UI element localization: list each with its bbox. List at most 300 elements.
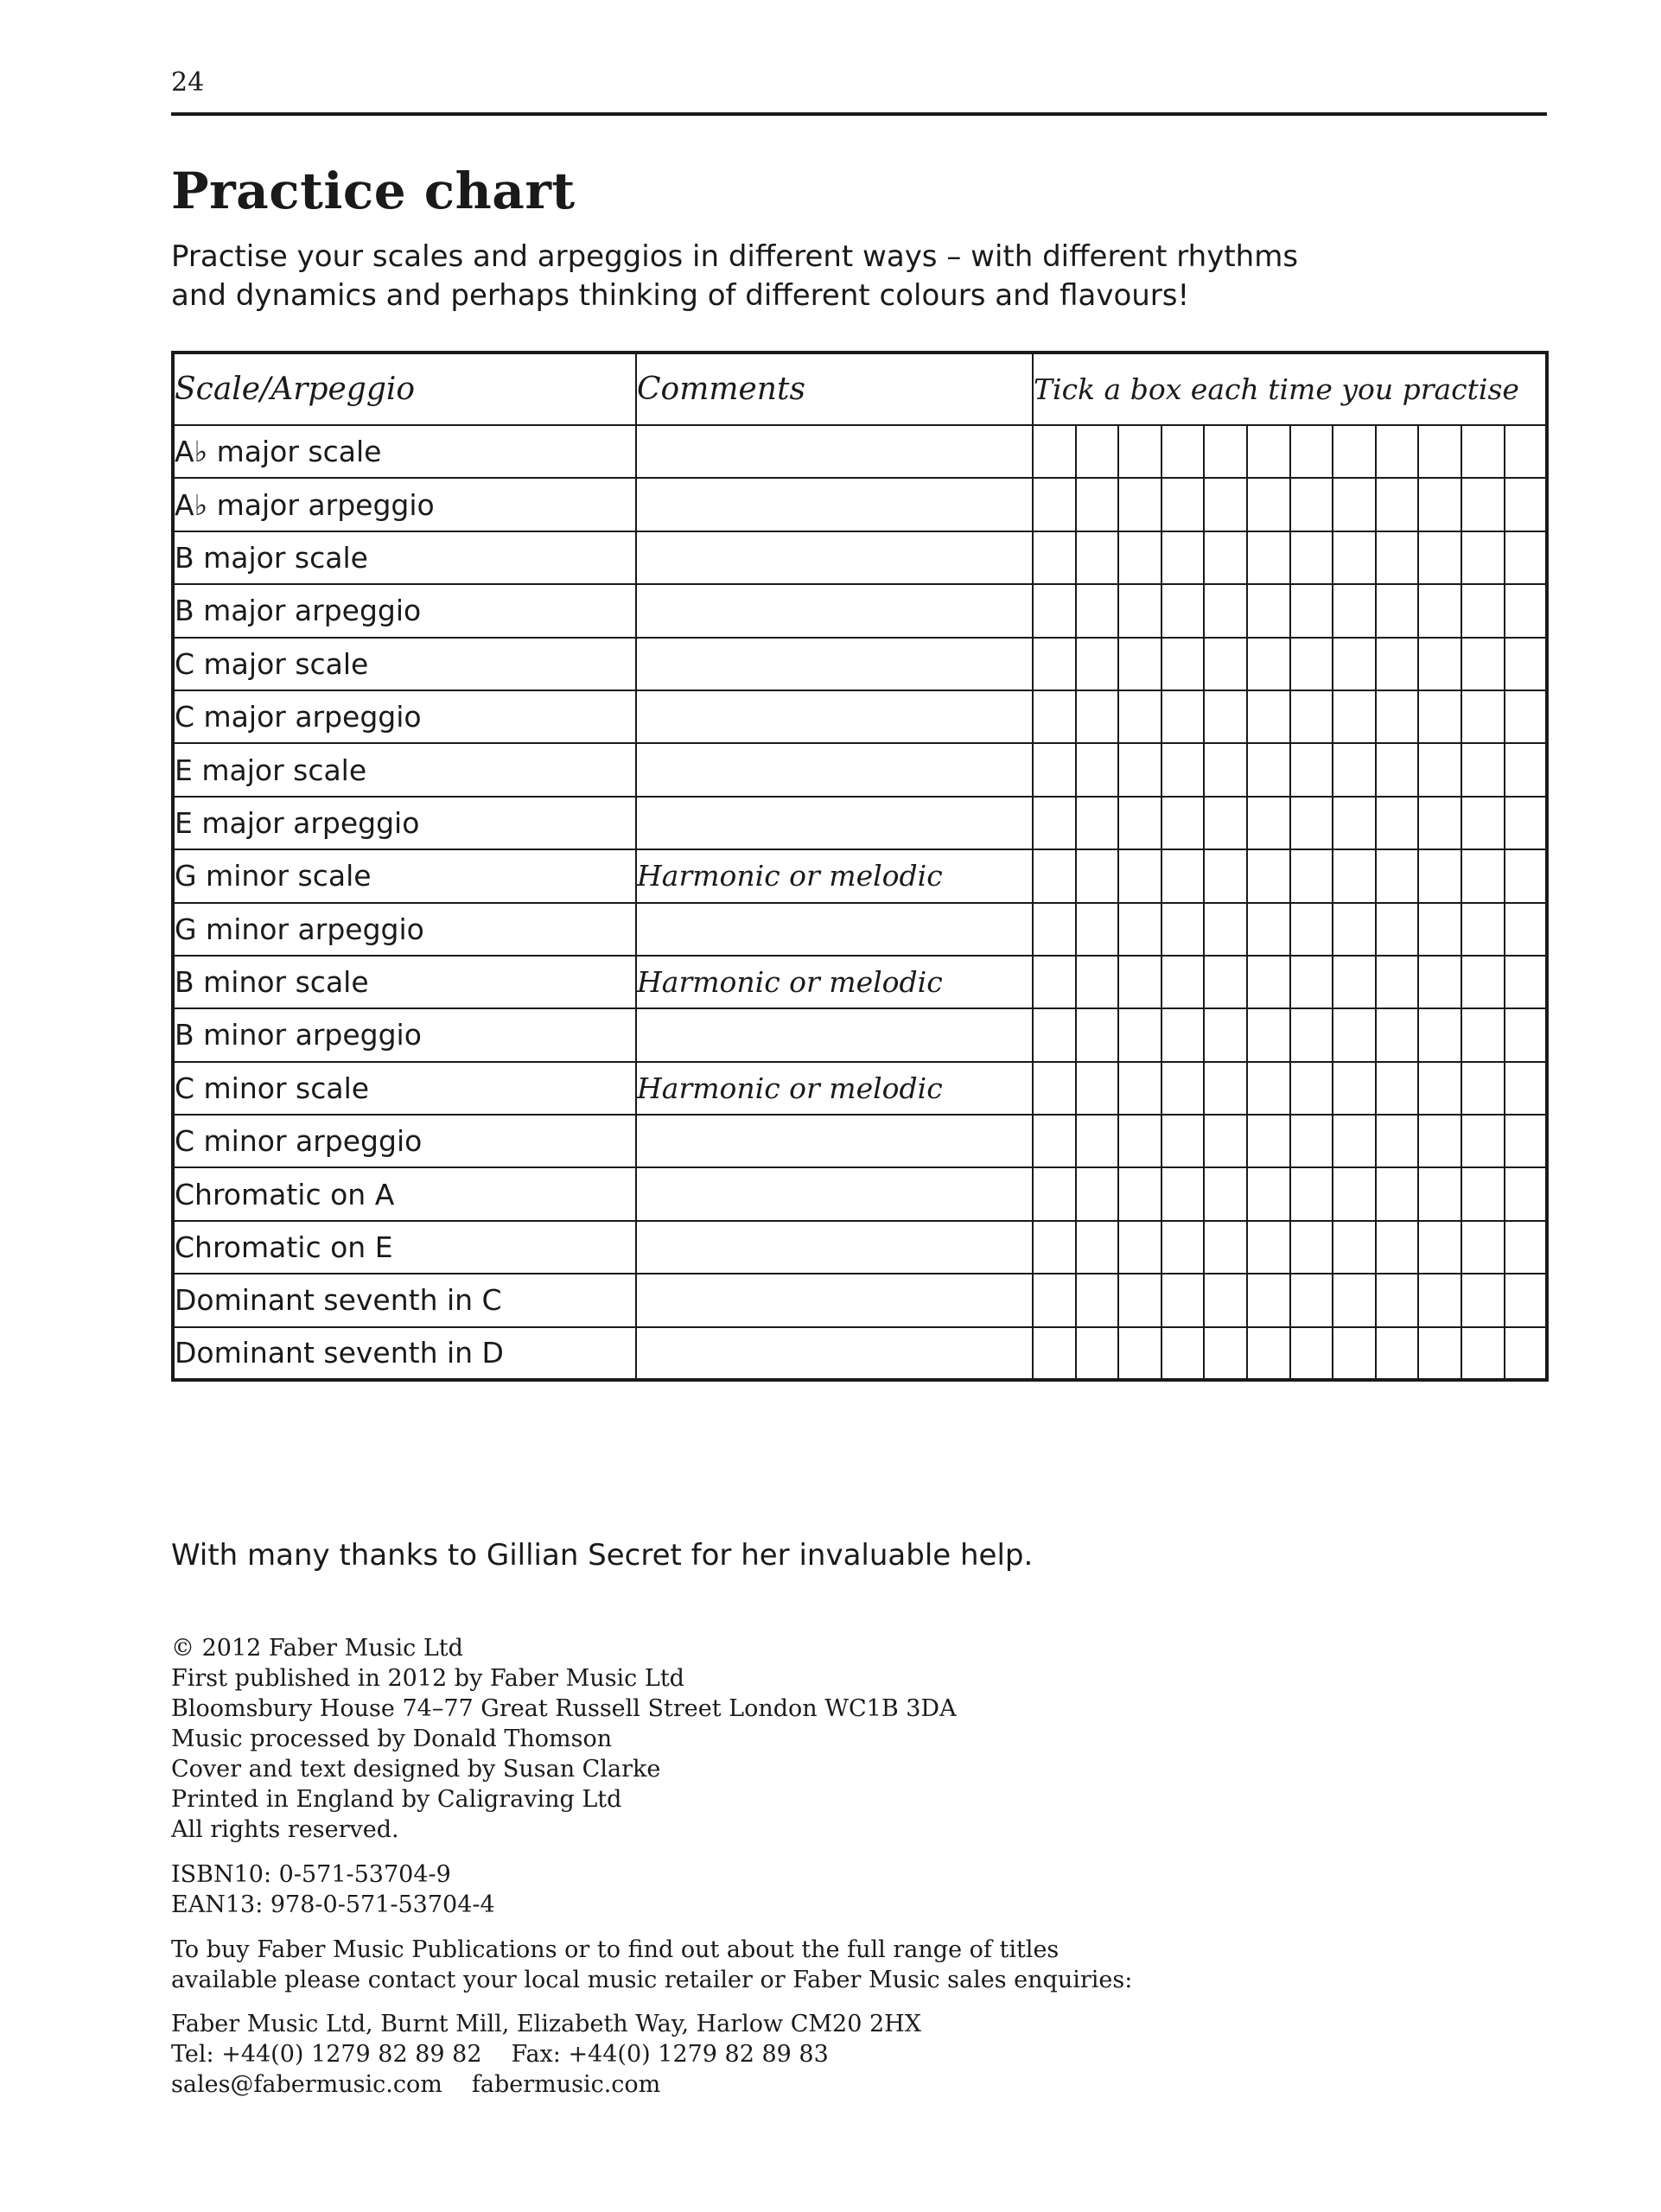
scale-name-cell: E major scale [173, 743, 636, 796]
tick-box[interactable] [1461, 690, 1505, 743]
tick-box[interactable] [1376, 743, 1419, 796]
table-row [173, 1062, 1547, 1115]
tick-box[interactable] [1505, 849, 1548, 902]
tick-box[interactable] [1290, 1062, 1333, 1115]
tick-box[interactable] [1161, 425, 1205, 478]
tick-box[interactable] [1161, 638, 1205, 690]
tick-box[interactable] [1118, 1221, 1161, 1274]
acknowledgement: With many thanks to Gillian Secret for her invaluable help. [171, 1538, 1034, 1573]
tick-box[interactable] [1418, 903, 1461, 956]
scale-name-cell: Chromatic on E [173, 1221, 636, 1274]
tick-box[interactable] [1118, 531, 1161, 584]
tick-box[interactable] [1033, 1327, 1076, 1380]
scale-name-cell: A♭ major scale [173, 425, 636, 478]
practice-chart-body [173, 425, 1547, 1380]
scale-name-cell: E major arpeggio [173, 797, 636, 849]
tick-box[interactable] [1505, 903, 1548, 956]
tick-box[interactable] [1418, 531, 1461, 584]
tick-box[interactable] [1290, 797, 1333, 849]
tick-box[interactable] [1505, 956, 1548, 1008]
tick-box[interactable] [1418, 1167, 1461, 1220]
tick-box[interactable] [1461, 584, 1505, 637]
tick-box[interactable] [1033, 797, 1076, 849]
tick-box[interactable] [1118, 797, 1161, 849]
tick-box[interactable] [1505, 797, 1548, 849]
comment-cell[interactable] [636, 531, 1033, 584]
tick-box[interactable] [1247, 956, 1290, 1008]
scale-name-cell: C minor arpeggio [173, 1115, 636, 1167]
tick-box[interactable] [1076, 1167, 1119, 1220]
tick-box[interactable] [1461, 478, 1505, 531]
tick-box[interactable] [1290, 584, 1333, 637]
tick-box[interactable] [1376, 1327, 1419, 1380]
tick-box[interactable] [1118, 1274, 1161, 1326]
tick-box[interactable] [1461, 425, 1505, 478]
tick-box[interactable] [1161, 743, 1205, 796]
column-header-tick: Tick a box each time you practise [1033, 353, 1547, 425]
tick-box[interactable] [1461, 1327, 1505, 1380]
tick-box[interactable] [1118, 1062, 1161, 1115]
scale-name-cell: Chromatic on A [173, 1167, 636, 1220]
tick-box[interactable] [1204, 1274, 1247, 1326]
practice-chart-table [171, 351, 1549, 1382]
tick-box[interactable] [1461, 1167, 1505, 1220]
tick-box[interactable] [1161, 1221, 1205, 1274]
tick-box[interactable] [1161, 1327, 1205, 1380]
tick-box[interactable] [1418, 956, 1461, 1008]
tick-box[interactable] [1076, 478, 1119, 531]
tick-box[interactable] [1247, 849, 1290, 902]
tick-box[interactable] [1290, 903, 1333, 956]
tick-box[interactable] [1290, 849, 1333, 902]
tick-box[interactable] [1290, 1008, 1333, 1061]
tick-box[interactable] [1118, 849, 1161, 902]
comment-cell[interactable]: Harmonic or melodic [636, 1062, 1033, 1115]
tick-box[interactable] [1076, 1062, 1119, 1115]
isbn-line: ISBN10: 0-571-53704-9 [171, 1861, 451, 1888]
tick-box[interactable] [1505, 1062, 1548, 1115]
tick-box[interactable] [1333, 478, 1376, 531]
tick-box[interactable] [1376, 638, 1419, 690]
tick-box[interactable] [1247, 425, 1290, 478]
tick-box[interactable] [1247, 1274, 1290, 1326]
tick-box[interactable] [1033, 1221, 1076, 1274]
comment-cell[interactable] [636, 584, 1033, 637]
tick-box[interactable] [1204, 690, 1247, 743]
imprint-line: Cover and text designed by Susan Clarke [171, 1756, 661, 1783]
tick-box[interactable] [1376, 1115, 1419, 1167]
tick-box[interactable] [1247, 1221, 1290, 1274]
tick-box[interactable] [1376, 1274, 1419, 1326]
tick-box[interactable] [1290, 1115, 1333, 1167]
tick-box[interactable] [1033, 1115, 1076, 1167]
scale-name-cell: B major arpeggio [173, 584, 636, 637]
table-row [173, 849, 1547, 902]
web-line [171, 2069, 921, 2100]
tick-box[interactable] [1505, 1115, 1548, 1167]
tick-box[interactable] [1418, 1221, 1461, 1274]
tick-box[interactable] [1033, 956, 1076, 1008]
tick-box[interactable] [1118, 1167, 1161, 1220]
tick-box[interactable] [1418, 1327, 1461, 1380]
table-row [173, 531, 1547, 584]
tick-box[interactable] [1418, 1008, 1461, 1061]
tick-box[interactable] [1076, 956, 1119, 1008]
tick-box[interactable] [1418, 690, 1461, 743]
tick-box[interactable] [1161, 1062, 1205, 1115]
tick-box[interactable] [1505, 743, 1548, 796]
tick-box[interactable] [1333, 531, 1376, 584]
tick-box[interactable] [1033, 903, 1076, 956]
scale-name-cell: C major scale [173, 638, 636, 690]
scale-name-cell: Dominant seventh in D [173, 1327, 636, 1380]
tick-box[interactable] [1204, 903, 1247, 956]
comment-cell[interactable] [636, 638, 1033, 690]
tick-box[interactable] [1247, 531, 1290, 584]
tick-box[interactable] [1505, 1008, 1548, 1061]
tick-box[interactable] [1076, 849, 1119, 902]
tick-box[interactable] [1461, 1008, 1505, 1061]
tick-box[interactable] [1505, 638, 1548, 690]
isbn-block [171, 1859, 495, 1920]
tick-box[interactable] [1118, 690, 1161, 743]
tick-box[interactable] [1118, 1008, 1161, 1061]
tick-box[interactable] [1333, 797, 1376, 849]
tick-box[interactable] [1118, 638, 1161, 690]
imprint-line: All rights reserved. [171, 1816, 399, 1843]
tick-box[interactable] [1204, 531, 1247, 584]
tick-box[interactable] [1033, 531, 1076, 584]
tick-box[interactable] [1033, 1274, 1076, 1326]
imprint-line: Printed in England by Caligraving Ltd [171, 1786, 622, 1813]
tick-box[interactable] [1505, 1274, 1548, 1326]
header-rule [171, 112, 1547, 116]
tick-box[interactable] [1033, 638, 1076, 690]
tick-box[interactable] [1461, 1062, 1505, 1115]
tick-box[interactable] [1076, 425, 1119, 478]
tick-box[interactable] [1204, 743, 1247, 796]
tick-box[interactable] [1118, 478, 1161, 531]
tick-box[interactable] [1418, 638, 1461, 690]
tick-box[interactable] [1333, 1115, 1376, 1167]
comment-cell[interactable] [636, 743, 1033, 796]
tick-box[interactable] [1376, 531, 1419, 584]
tick-box[interactable] [1076, 638, 1119, 690]
tick-box[interactable] [1118, 1115, 1161, 1167]
tick-box[interactable] [1247, 1167, 1290, 1220]
tick-box[interactable] [1161, 956, 1205, 1008]
comment-cell[interactable] [636, 1115, 1033, 1167]
table-row [173, 1221, 1547, 1274]
contact-block [171, 2009, 921, 2100]
tick-box[interactable] [1418, 425, 1461, 478]
comment-cell[interactable] [636, 903, 1033, 956]
tick-box[interactable] [1204, 425, 1247, 478]
tick-box[interactable] [1161, 1115, 1205, 1167]
tick-box[interactable] [1376, 1008, 1419, 1061]
tick-box[interactable] [1461, 531, 1505, 584]
comment-cell[interactable] [636, 1167, 1033, 1220]
tick-box[interactable] [1204, 956, 1247, 1008]
table-row [173, 1008, 1547, 1061]
buy-info-line: To buy Faber Music Publications or to find out about the full range of titles [171, 1936, 1060, 1963]
table-row [173, 584, 1547, 637]
imprint-credits [171, 1633, 957, 1845]
tick-box[interactable] [1247, 584, 1290, 637]
imprint-line: First published in 2012 by Faber Music Ltd [171, 1665, 684, 1692]
tick-box[interactable] [1076, 584, 1119, 637]
tick-box[interactable] [1333, 638, 1376, 690]
tick-box[interactable] [1161, 1008, 1205, 1061]
table-row [173, 956, 1547, 1008]
comment-cell[interactable] [636, 1327, 1033, 1380]
scale-name-cell: B minor scale [173, 956, 636, 1008]
tick-box[interactable] [1376, 478, 1419, 531]
tick-box[interactable] [1505, 478, 1548, 531]
comment-cell[interactable] [636, 425, 1033, 478]
table-header-row [173, 353, 1547, 425]
tick-box[interactable] [1033, 425, 1076, 478]
tick-box[interactable] [1333, 425, 1376, 478]
tick-box[interactable] [1161, 531, 1205, 584]
website-link[interactable]: fabermusic.com [471, 2071, 661, 2098]
tick-box[interactable] [1118, 903, 1161, 956]
tick-box[interactable] [1204, 1062, 1247, 1115]
tick-box[interactable] [1076, 690, 1119, 743]
address-line: Faber Music Ltd, Burnt Mill, Elizabeth Way, Harlow CM20 2HX [171, 2011, 921, 2037]
tick-box[interactable] [1204, 1327, 1247, 1380]
tick-box[interactable] [1333, 956, 1376, 1008]
tick-box[interactable] [1418, 478, 1461, 531]
tick-box[interactable] [1290, 531, 1333, 584]
tick-box[interactable] [1461, 743, 1505, 796]
tick-box[interactable] [1161, 903, 1205, 956]
column-header-comments: Comments [636, 353, 1033, 425]
tick-box[interactable] [1418, 1062, 1461, 1115]
tick-box[interactable] [1333, 1221, 1376, 1274]
tick-box[interactable] [1290, 690, 1333, 743]
tick-box[interactable] [1418, 584, 1461, 637]
tick-box[interactable] [1076, 1274, 1119, 1326]
tick-box[interactable] [1505, 584, 1548, 637]
tick-box[interactable] [1290, 956, 1333, 1008]
tick-box[interactable] [1461, 903, 1505, 956]
imprint-line: © 2012 Faber Music Ltd [171, 1635, 463, 1662]
tick-box[interactable] [1505, 1327, 1548, 1380]
tick-box[interactable] [1333, 1274, 1376, 1326]
table-row [173, 1327, 1547, 1380]
scale-name-cell: C minor scale [173, 1062, 636, 1115]
column-header-scale: Scale/Arpeggio [173, 353, 636, 425]
tick-box[interactable] [1418, 1274, 1461, 1326]
page-title: Practice chart [171, 162, 576, 220]
tel-number: Tel: +44(0) 1279 82 89 82 [171, 2041, 482, 2068]
comment-cell[interactable]: Harmonic or melodic [636, 849, 1033, 902]
tick-box[interactable] [1376, 1062, 1419, 1115]
tick-box[interactable] [1418, 849, 1461, 902]
tick-box[interactable] [1461, 849, 1505, 902]
tick-box[interactable] [1161, 797, 1205, 849]
tick-box[interactable] [1418, 797, 1461, 849]
tick-box[interactable] [1505, 690, 1548, 743]
tick-box[interactable] [1076, 1008, 1119, 1061]
table-row [173, 1115, 1547, 1167]
table-row [173, 743, 1547, 796]
tick-box[interactable] [1033, 1167, 1076, 1220]
scale-name-cell: G minor scale [173, 849, 636, 902]
tick-box[interactable] [1247, 903, 1290, 956]
scale-name-cell: G minor arpeggio [173, 903, 636, 956]
tick-box[interactable] [1161, 1167, 1205, 1220]
tick-box[interactable] [1161, 1274, 1205, 1326]
tick-box[interactable] [1376, 956, 1419, 1008]
tick-box[interactable] [1033, 1062, 1076, 1115]
tick-box[interactable] [1033, 478, 1076, 531]
tick-box[interactable] [1461, 1274, 1505, 1326]
tick-box[interactable] [1076, 1327, 1119, 1380]
tick-box[interactable] [1376, 849, 1419, 902]
tick-box[interactable] [1247, 478, 1290, 531]
tick-box[interactable] [1204, 797, 1247, 849]
imprint-line: Bloomsbury House 74–77 Great Russell Street London WC1B 3DA [171, 1695, 957, 1722]
tick-box[interactable] [1247, 690, 1290, 743]
table-row [173, 1167, 1547, 1220]
tick-box[interactable] [1461, 1221, 1505, 1274]
comment-cell[interactable] [636, 690, 1033, 743]
tick-box[interactable] [1333, 849, 1376, 902]
scale-name-cell: Dominant seventh in C [173, 1274, 636, 1326]
tick-box[interactable] [1505, 1167, 1548, 1220]
tick-box[interactable] [1204, 1221, 1247, 1274]
intro-text [171, 238, 1299, 315]
tick-box[interactable] [1505, 531, 1548, 584]
tick-box[interactable] [1461, 1115, 1505, 1167]
tick-box[interactable] [1118, 743, 1161, 796]
tick-box[interactable] [1290, 1221, 1333, 1274]
comment-cell[interactable] [636, 1008, 1033, 1061]
tick-box[interactable] [1076, 531, 1119, 584]
comment-cell[interactable] [636, 1221, 1033, 1274]
tick-box[interactable] [1247, 1115, 1290, 1167]
intro-line: Practise your scales and arpeggios in different ways – with different rhythms [171, 239, 1299, 274]
tick-box[interactable] [1505, 1221, 1548, 1274]
tick-box[interactable] [1118, 425, 1161, 478]
tick-box[interactable] [1033, 743, 1076, 796]
tick-box[interactable] [1161, 849, 1205, 902]
tick-box[interactable] [1333, 1008, 1376, 1061]
email-link[interactable]: sales@fabermusic.com [171, 2071, 442, 2098]
tick-box[interactable] [1247, 797, 1290, 849]
tick-box[interactable] [1204, 478, 1247, 531]
tick-box[interactable] [1461, 638, 1505, 690]
comment-cell[interactable] [636, 478, 1033, 531]
tick-box[interactable] [1076, 1221, 1119, 1274]
intro-line: and dynamics and perhaps thinking of different colours and flavours! [171, 278, 1190, 313]
tick-box[interactable] [1290, 478, 1333, 531]
tick-box[interactable] [1076, 903, 1119, 956]
tick-box[interactable] [1247, 638, 1290, 690]
comment-cell[interactable] [636, 797, 1033, 849]
scale-name-cell: B major scale [173, 531, 636, 584]
table-row [173, 478, 1547, 531]
tick-box[interactable] [1247, 1008, 1290, 1061]
tick-box[interactable] [1333, 584, 1376, 637]
table-row [173, 903, 1547, 956]
tick-box[interactable] [1290, 638, 1333, 690]
buy-info [171, 1935, 1132, 1995]
tick-box[interactable] [1461, 797, 1505, 849]
table-row [173, 1274, 1547, 1326]
tick-box[interactable] [1204, 638, 1247, 690]
tick-box[interactable] [1290, 1274, 1333, 1326]
tick-box[interactable] [1161, 690, 1205, 743]
tick-box[interactable] [1118, 584, 1161, 637]
tick-box[interactable] [1076, 1115, 1119, 1167]
tick-box[interactable] [1204, 584, 1247, 637]
tick-box[interactable] [1333, 1167, 1376, 1220]
tick-box[interactable] [1376, 690, 1419, 743]
tick-box[interactable] [1290, 425, 1333, 478]
table-row [173, 690, 1547, 743]
tick-box[interactable] [1333, 1062, 1376, 1115]
scale-name-cell: A♭ major arpeggio [173, 478, 636, 531]
tick-box[interactable] [1204, 1008, 1247, 1061]
tick-box[interactable] [1033, 849, 1076, 902]
tick-box[interactable] [1247, 1062, 1290, 1115]
tick-box[interactable] [1333, 690, 1376, 743]
tick-box[interactable] [1204, 1115, 1247, 1167]
tick-box[interactable] [1376, 903, 1419, 956]
comment-cell[interactable] [636, 1274, 1033, 1326]
tick-box[interactable] [1333, 1327, 1376, 1380]
tick-box[interactable] [1247, 743, 1290, 796]
tick-box[interactable] [1376, 425, 1419, 478]
tick-box[interactable] [1204, 1167, 1247, 1220]
tick-box[interactable] [1418, 743, 1461, 796]
tick-box[interactable] [1333, 903, 1376, 956]
tick-box[interactable] [1118, 1327, 1161, 1380]
tick-box[interactable] [1033, 690, 1076, 743]
tick-box[interactable] [1461, 956, 1505, 1008]
imprint-line: Music processed by Donald Thomson [171, 1726, 613, 1752]
phone-line [171, 2039, 921, 2069]
tick-box[interactable] [1376, 797, 1419, 849]
tick-box[interactable] [1290, 743, 1333, 796]
tick-box[interactable] [1290, 1167, 1333, 1220]
tick-box[interactable] [1505, 425, 1548, 478]
tick-box[interactable] [1418, 1115, 1461, 1167]
tick-box[interactable] [1204, 849, 1247, 902]
tick-box[interactable] [1118, 956, 1161, 1008]
tick-box[interactable] [1076, 797, 1119, 849]
tick-box[interactable] [1376, 584, 1419, 637]
tick-box[interactable] [1161, 478, 1205, 531]
comment-cell[interactable]: Harmonic or melodic [636, 956, 1033, 1008]
table-row [173, 425, 1547, 478]
page-number: 24 [171, 67, 205, 98]
tick-box[interactable] [1247, 1327, 1290, 1380]
tick-box[interactable] [1033, 584, 1076, 637]
tick-box[interactable] [1376, 1167, 1419, 1220]
tick-box[interactable] [1290, 1327, 1333, 1380]
tick-box[interactable] [1161, 584, 1205, 637]
tick-box[interactable] [1376, 1221, 1419, 1274]
scale-name-cell: B minor arpeggio [173, 1008, 636, 1061]
fax-number: Fax: +44(0) 1279 82 89 83 [511, 2041, 829, 2068]
tick-box[interactable] [1033, 1008, 1076, 1061]
tick-box[interactable] [1333, 743, 1376, 796]
tick-box[interactable] [1076, 743, 1119, 796]
